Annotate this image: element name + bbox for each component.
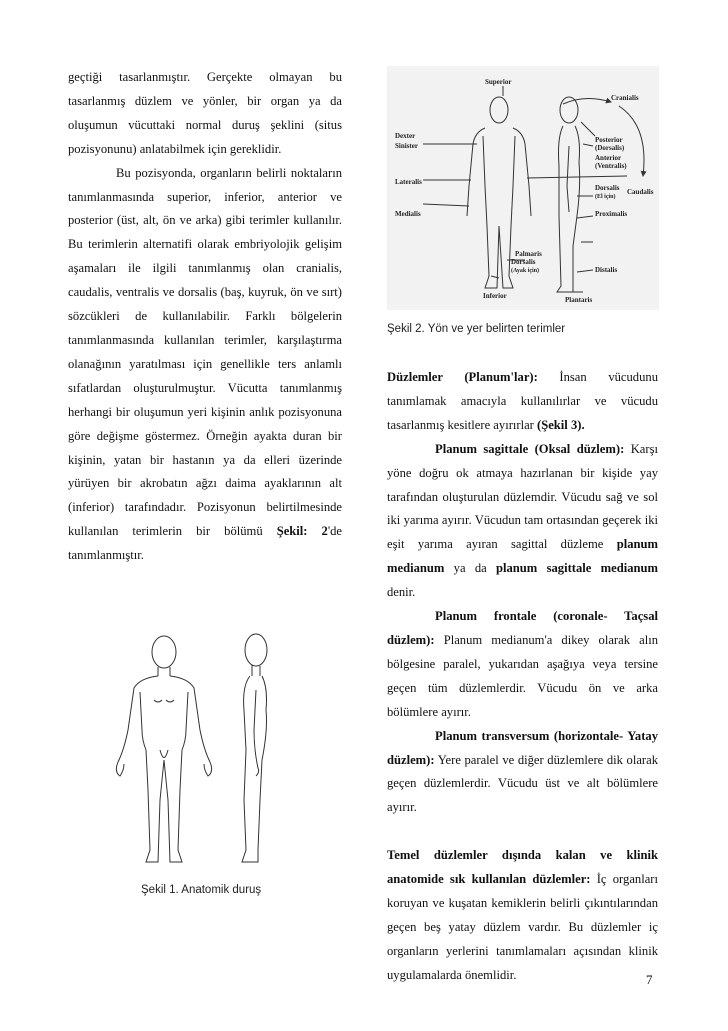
label-ayak-icin: (Ayak için) — [511, 268, 540, 274]
anatomical-position-drawing — [96, 600, 326, 880]
label-dexter: Dexter — [395, 132, 416, 140]
figure-anatomical-position — [96, 600, 326, 880]
paragraph-sagittal: Planum sagittale (Oksal düzlem): Karşı yöne doğru ok atmaya hazırlanan bir kişide yay tarafından oluşturulan düzlemdir. Vücudu sağ ve sol iki yarıma ayırır. Vücudun tam ortasından geçerek iki eşit yarıma ayıran sagittal düzleme planum medianum ya da planum sagittale medianum denir. — [387, 441, 658, 600]
right-column-text — [387, 366, 658, 988]
figure-reference: Şekil: 2 — [276, 524, 328, 539]
label-lateralis: Lateralis — [395, 178, 422, 186]
label-el-icin: (El için) — [595, 194, 616, 200]
direction-terms-drawing — [387, 66, 659, 310]
label-dorsalis-hand: Dorsalis — [595, 184, 620, 192]
heading-clinical-planes: Temel düzlemler dışında kalan ve klinik anatomide sık kullanılan düzlemler: — [387, 848, 658, 887]
paragraph-position-terms: Bu pozisyonda, organların belirli noktaların tanımlanmasında superior, inferior, anterior ve posterior (üst, alt, ön ve arka) gibi terimler kullanılır. Bu terimlerin alternatifi olarak embriyolojik gelişim aşamaları ile ilgili tanımlanmış olan cranialis, caudalis, ventralis ve dorsalis (baş, kuyruk, ön ve sırt) sözcükleri de kullanılabilir. Farklı bölgelerin tanımlanmasında kullanılan terimler, karşılaştırma olanağının yaratılması için genellikle ters anlamlı sıfatlardan oluşturulmuştur. Vücutta tanımlanmış herhangi bir oluşumun yeri kişinin anlık pozisyonuna göre değişme göstermez. Örneğin ayakta duran bir kişinin, yatan bir hastanın ya da elleri üzerinde yürüyen bir akrobatın ağzı daima ayaklarının alt (inferior) tarafındadır. Pozisyonun belirtilmesinde kullanılan terimlerin bir bölümü Şekil: 2'de tanımlanmıştır. — [68, 165, 342, 563]
figure1-caption: Şekil 1. Anatomik duruş — [141, 884, 262, 896]
label-posterior: Posterior — [595, 136, 623, 144]
label-superior: Superior — [485, 78, 512, 86]
heading-frontal: Planum frontale (coronale- Taçsal düzlem): — [387, 609, 658, 647]
paragraph-clinical-planes: Temel düzlemler dışında kalan ve klinik anatomide sık kullanılan düzlemler: İç organları koruyan ve kuşatan kemiklerin belirli çıkıntılarından geçen beş yatay düzlem vardır. Bu düzlemler iç organların yerlerini tanımlamaları açısından klinik uygulamalarda önemlidir. — [387, 848, 658, 982]
label-dorsalis-paren: (Dorsalis) — [595, 144, 625, 152]
label-proximalis: Proximalis — [595, 210, 628, 218]
label-caudalis: Caudalis — [627, 188, 654, 196]
paragraph-transverse: Planum transversum (horizontale- Yatay düzlem): Yere paralel ve diğer düzlemlere dik olarak geçen düzlemlerdir. Vücudu üst ve alt bölümlere ayırır. — [387, 728, 658, 815]
figure3-reference: (Şekil 3). — [537, 417, 585, 432]
label-palmaris: Palmaris — [515, 250, 542, 258]
paragraph-intro: geçtiği tasarlanmıştır. Gerçekte olmayan bu tasarlanmış düzlem ve yönler, bir organ ya da oluşumun vücuttaki normal duruş şeklini (situs pozisyonunu) anlatabilmek için gereklidir. — [68, 70, 342, 156]
label-medialis: Medialis — [395, 210, 421, 218]
label-distalis: Distalis — [595, 266, 618, 274]
page-number: 7 — [646, 972, 653, 987]
figure2-caption: Şekil 2. Yön ve yer belirten terimler — [387, 323, 566, 335]
label-inferior: Inferior — [483, 292, 507, 300]
figure-direction-terms — [387, 66, 659, 310]
left-column-text — [68, 66, 342, 568]
label-sinister: Sinister — [395, 142, 418, 150]
label-cranialis: Cranialis — [611, 94, 639, 102]
label-anterior: Anterior — [595, 154, 622, 162]
label-plantaris: Plantaris — [565, 296, 593, 304]
heading-planes: Düzlemler (Planum'lar): — [387, 370, 538, 384]
heading-transverse: Planum transversum (horizontale- Yatay düzlem): — [387, 728, 658, 767]
label-ventralis-paren: (Ventralis) — [595, 162, 627, 170]
heading-sagittal: Planum sagittale (Oksal düzlem): — [435, 441, 625, 456]
paragraph-frontal: Planum frontale (coronale- Taçsal düzlem): Planum medianum'a dikey olarak alın bölgesine paralel, yukarıdan aşağıya veya tersine geçen tüm düzlemlerdir. Vücudu ön ve arka bölümlere ayırır. — [387, 609, 658, 719]
paragraph-planes: Düzlemler (Planum'lar): İnsan vücudunu tanımlamak amacıyla kullanılırlar ve vücudu tasarlanmış kesitlere ayırırlar (Şekil 3). — [387, 370, 658, 432]
label-dorsalis-foot: Dorsalis — [511, 258, 536, 266]
